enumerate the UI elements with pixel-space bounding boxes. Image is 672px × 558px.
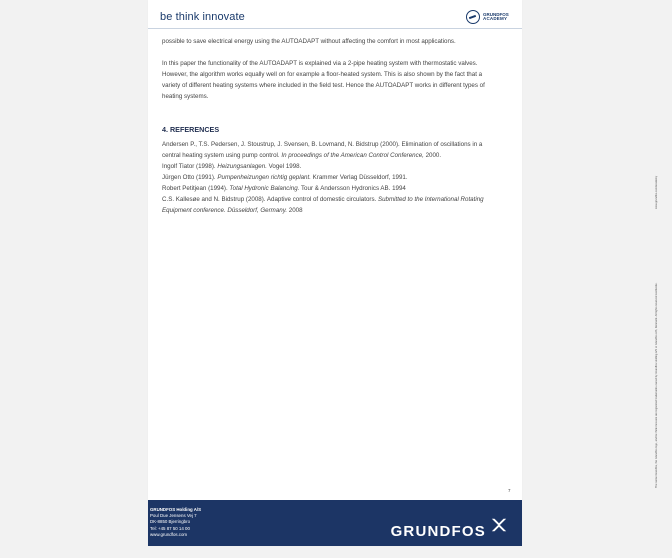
side-url: www.grundfos.com/academy xyxy=(655,176,658,210)
reference-item: Ingolf Tiator (1998). Heizungsanlagen. Vogel 1998. xyxy=(162,163,302,170)
references-heading: 4. REFERENCES xyxy=(162,125,220,134)
academy-logo xyxy=(466,9,510,25)
grundfos-logo-icon xyxy=(466,10,480,24)
vertical-legal-text xyxy=(655,176,658,488)
tagline: be think innovate xyxy=(160,11,245,23)
page-number: 7 xyxy=(508,488,511,493)
reference-item: Robert Petitjean (1994). Total Hydronic Balancing. Tour & Andersson Hydronics AB. 1994 xyxy=(162,185,406,192)
document-page xyxy=(148,0,658,546)
footer-address xyxy=(150,507,201,538)
body-text xyxy=(162,36,492,216)
logo-line1: GRUNDFOS xyxy=(483,11,509,17)
reference-item: C.S. Kallesøe and N. Bidstrup (2008). Adaptive control of domestic circulators. Submitted to the International Rotating Equipment conference. Düsseldorf, Germany. 2008 xyxy=(162,196,484,214)
company-name: GRUNDFOS Holding A/S xyxy=(150,507,202,512)
address-line-1: Poul Due Jensens Vej 7 xyxy=(150,513,197,519)
brand-wordmark: GRUNDFOS xyxy=(390,523,486,540)
paragraph-2: In this paper the functionality of the AUTOADAPT is explained via a 2-pipe heating system with thermostatic valves. However, the algorithm works equally well on for example a floor-heated system. This is also shown by the fact that a variety of different heating systems where included in the field test. Hence the AUTOADAPT works in different types of heating systems. xyxy=(162,60,485,100)
legal-notice: The name Grundfos, the Grundfos logo, and be think innovate are registered trademarks owned by Grundfos Holding A/S or Grundfos A/S, Denmark. All rights reserved worldwide. xyxy=(655,282,658,488)
logo-line2: ACADEMY xyxy=(483,16,508,21)
footer-bar xyxy=(148,500,522,546)
paragraph-1: possible to save electrical energy using the AUTOADAPT without affecting the comfort in most applications. xyxy=(162,38,456,45)
header-divider xyxy=(148,28,522,29)
reference-item: Jürgen Otto (1991). Pumpenheizungen richtig geplant. Krammer Verlag Düsseldorf, 1991. xyxy=(162,174,408,181)
grundfos-x-icon xyxy=(490,516,508,534)
address-line-2: DK-8850 Bjerringbro xyxy=(150,519,191,525)
website: www.grundfos.com xyxy=(150,531,188,537)
phone: Tel: +45 87 50 14 00 xyxy=(150,525,190,531)
reference-item: Andersen P., T.S. Pedersen, J. Stoustrup, J. Svensen, B. Lovmand, N. Bidstrup (2000). Elimination of oscillations in a central heating system using pump control. In proceedings of the American Control Conference, 2000. xyxy=(162,141,483,159)
